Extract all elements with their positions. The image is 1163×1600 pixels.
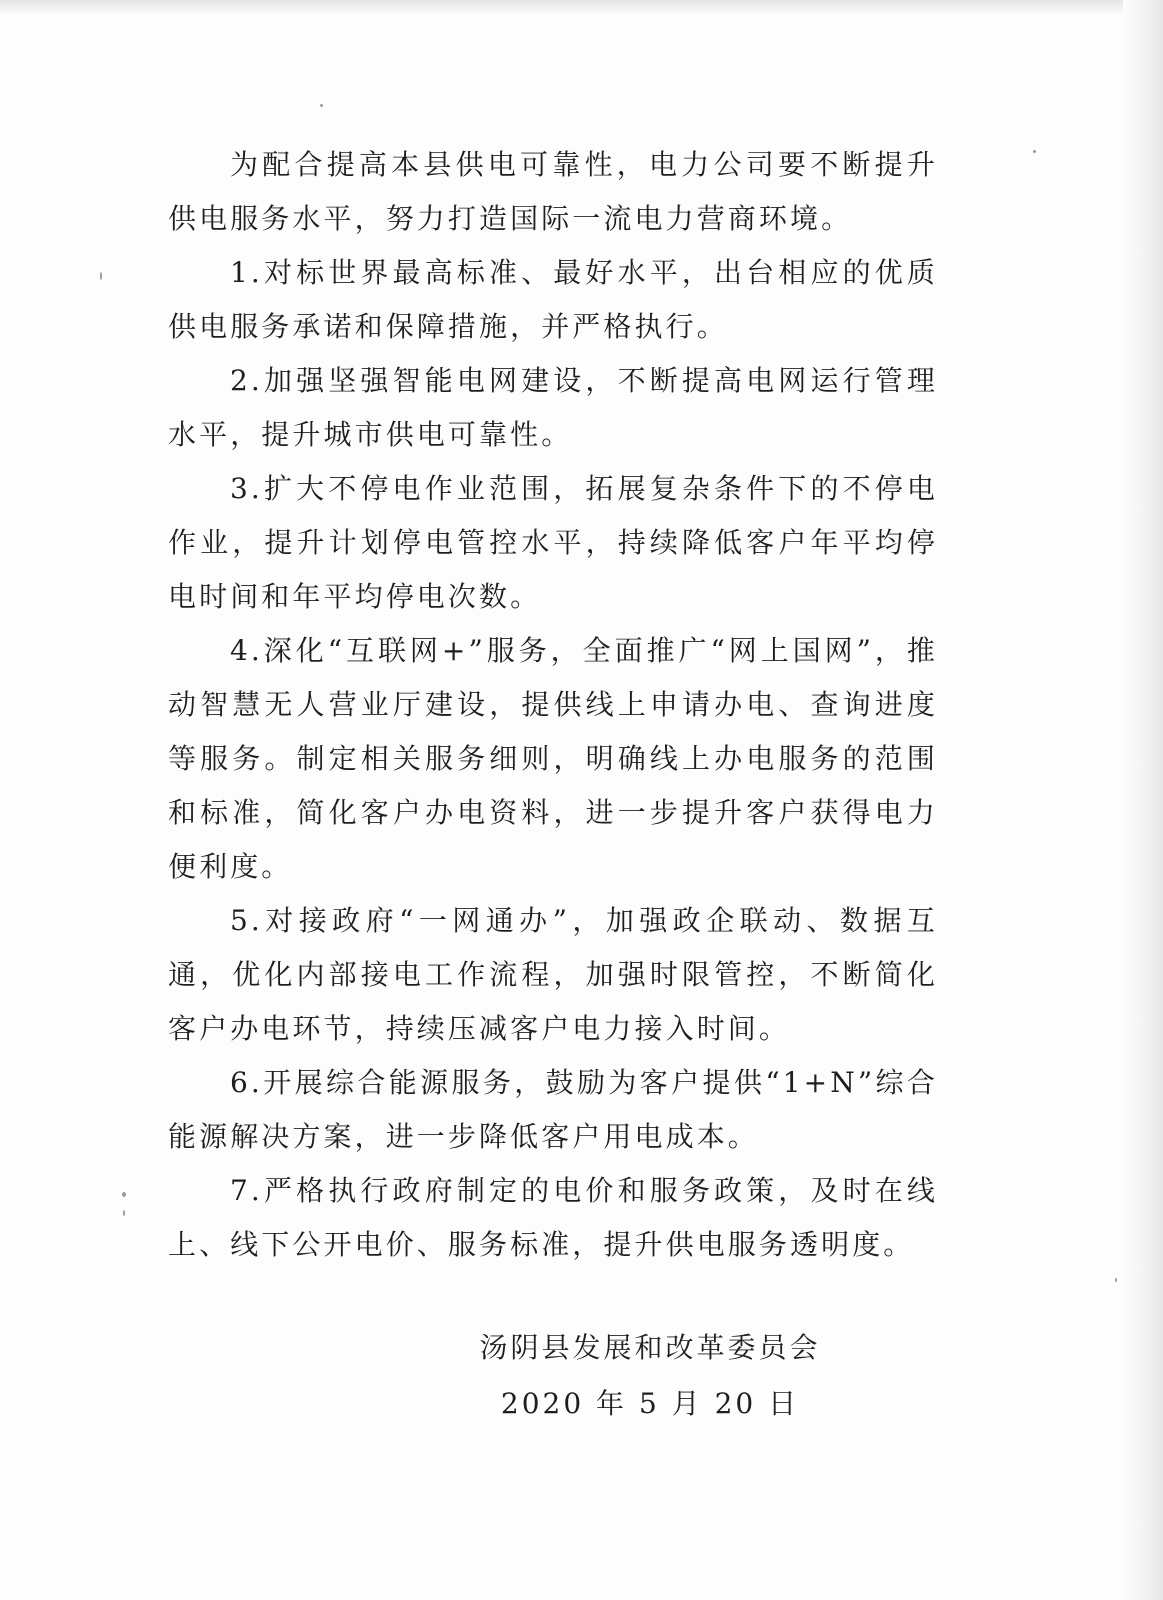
- measure-1-paragraph: 1.对标世界最高标准、最好水平，出台相应的优质供电服务承诺和保障措施，并严格执行。: [168, 256, 938, 343]
- scan-edge-right: [1123, 0, 1163, 1600]
- scan-speck: [1115, 1278, 1117, 1282]
- signature-block: [470, 1320, 830, 1432]
- signature-organization: 汤阴县发展和改革委员会: [479, 1331, 821, 1364]
- measure-2-paragraph: 2.加强坚强智能电网建设，不断提高电网运行管理水平，提升城市供电可靠性。: [168, 364, 938, 451]
- scan-speck: [1033, 150, 1036, 153]
- scan-speck: [100, 272, 102, 280]
- scan-speck: [320, 104, 323, 107]
- measure-3-paragraph: 3.扩大不停电作业范围，拓展复杂条件下的不停电作业，提升计划停电管控水平，持续降低客户年平均停电时间和年平均停电次数。: [168, 472, 938, 613]
- intro-paragraph: 为配合提高本县供电可靠性，电力公司要不断提升供电服务水平，努力打造国际一流电力营商环境。: [168, 148, 938, 235]
- scan-speck: [122, 1192, 126, 1197]
- scan-speck: [123, 1210, 125, 1216]
- measure-4-paragraph: 4.深化“互联网+”服务，全面推广“网上国网”，推动智慧无人营业厅建设，提供线上申请办电、查询进度等服务。制定相关服务细则，明确线上办电服务的范围和标准，简化客户办电资料，进一步提升客户获得电力便利度。: [168, 634, 938, 883]
- measure-6-paragraph: 6.开展综合能源服务，鼓励为客户提供“1+N”综合能源解决方案，进一步降低客户用电成本。: [168, 1066, 938, 1153]
- scan-edge-top: [0, 0, 1163, 14]
- measure-7-paragraph: 7.严格执行政府制定的电价和服务政策，及时在线上、线下公开电价、服务标准，提升供电服务透明度。: [168, 1174, 938, 1261]
- document-body: [168, 138, 938, 1272]
- measure-5-paragraph: 5.对接政府“一网通办”，加强政企联动、数据互通，优化内部接电工作流程，加强时限管控，不断简化客户办电环节，持续压减客户电力接入时间。: [168, 904, 938, 1045]
- signature-date: 2020 年 5 月 20 日: [500, 1387, 800, 1420]
